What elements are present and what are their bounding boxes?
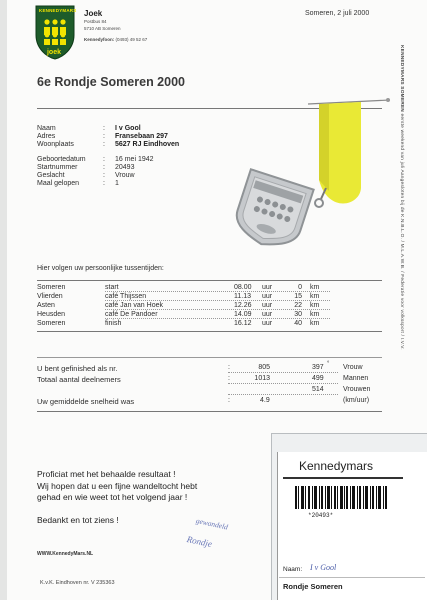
person-label: Geboortedatum — [37, 156, 86, 163]
org-name: Joek — [84, 9, 103, 18]
congrats-line: Proficiat met het behaalde resultaat ! — [37, 469, 176, 479]
split-time: 12.26 — [234, 302, 252, 309]
person-label: Adres — [37, 133, 56, 140]
finished-category-number: 397 — [312, 364, 324, 371]
result-separator — [228, 372, 338, 374]
congrats-line: Wij hopen dat u een fijne wandeltocht hebt — [37, 480, 198, 491]
side-text-rest: eerste weekend van juli Aangesloten bij de K.N.B.L.O. / M.L.A.W.B. / Federatie voor volkssport / I.V.V. — [399, 113, 404, 350]
split-place: Heusden — [37, 311, 66, 318]
phone-label: Kennedyfoon: — [84, 37, 115, 42]
split-time-unit: uur — [262, 284, 273, 291]
split-location: café De Pandoer — [105, 311, 158, 318]
colon: : — [103, 180, 105, 187]
colon: : — [103, 172, 105, 179]
results-divider-top — [37, 357, 382, 358]
total-participants: 1013 — [254, 375, 270, 382]
person-times-walked: 1 — [115, 180, 119, 187]
person-label: Naam — [37, 125, 56, 132]
phone-number: (0493) 49 52 67 — [115, 37, 148, 42]
men-count: 499 — [312, 375, 324, 382]
split-km-unit: km — [310, 284, 320, 291]
colon: : — [103, 125, 105, 132]
card-name-handwritten: I v Gool — [310, 563, 337, 572]
side-vertical-text — [399, 45, 404, 350]
person-name: I v Gool — [115, 125, 141, 132]
colon: : — [228, 397, 230, 404]
average-speed: 4.9 — [260, 397, 270, 404]
org-address-1: Postbus 84 — [84, 19, 107, 24]
medal-photo — [208, 96, 398, 256]
women-label: Vrouwen — [343, 386, 371, 393]
split-time: 08.00 — [234, 284, 252, 291]
card-brand: Kennedymars — [299, 459, 374, 473]
split-km-unit: km — [310, 302, 320, 309]
women-count: 514 — [312, 386, 324, 393]
total-label: Totaal aantal deelnemers — [37, 375, 121, 384]
person-label: Woonplaats — [37, 141, 74, 148]
colon: : — [103, 156, 105, 163]
person-label: Geslacht — [37, 172, 65, 179]
split-separator — [105, 300, 330, 302]
colon: : — [228, 364, 230, 371]
degree-mark: ° — [327, 361, 330, 367]
split-km-unit: km — [310, 293, 320, 300]
result-separator — [228, 394, 338, 396]
website-url: WWW.KennedyMars.NL — [37, 551, 94, 557]
person-label: Startnummer — [37, 164, 78, 171]
splits-intro: Hier volgen uw persoonlijke tussentijden: — [37, 265, 164, 272]
split-km: 40 — [294, 320, 302, 327]
place-date: Someren, 2 juli 2000 — [305, 10, 370, 17]
split-time-unit: uur — [262, 311, 273, 318]
splits-divider-top — [37, 280, 382, 281]
split-time-unit: uur — [262, 293, 273, 300]
split-km: 0 — [298, 284, 302, 291]
splits-divider-bottom — [37, 331, 382, 332]
split-time: 11.13 — [234, 293, 251, 300]
chamber-of-commerce: K.v.K. Eindhoven nr. V 235363 — [40, 580, 115, 586]
person-label: Maal gelopen — [37, 180, 80, 187]
card-event: Rondje Someren — [283, 582, 343, 591]
split-location: café Jan van Hoek — [105, 302, 163, 309]
split-place: Vlierden — [37, 293, 63, 300]
colon: : — [103, 133, 105, 140]
congratulations-text — [37, 469, 197, 504]
person-city: 5627 RJ Eindhoven — [115, 141, 180, 148]
results-divider-bottom — [37, 411, 382, 412]
split-location: start — [105, 284, 119, 291]
split-place: Someren — [37, 284, 66, 291]
split-time-unit: uur — [262, 320, 273, 327]
colon: : — [228, 375, 230, 382]
person-birthdate: 16 mei 1942 — [115, 156, 154, 163]
logo-bottom-text: joek — [46, 49, 61, 56]
colon: : — [103, 164, 105, 171]
split-km: 15 — [294, 293, 302, 300]
handwriting-line-2: Rondje — [185, 534, 213, 550]
result-separator — [228, 383, 338, 385]
split-location: café Thijssen — [105, 293, 147, 300]
scan-shadow — [0, 0, 7, 600]
split-km: 30 — [294, 311, 302, 318]
split-separator — [105, 318, 330, 320]
finished-label: U bent gefinished als nr. — [37, 364, 118, 373]
speed-label: Uw gemiddelde snelheid was — [37, 397, 135, 406]
page-title: 6e Rondje Someren 2000 — [37, 75, 185, 89]
split-km: 22 — [294, 302, 302, 309]
congrats-line: gehad en wie weet tot het volgend jaar ! — [37, 492, 188, 502]
person-address: Fransebaan 297 — [115, 133, 168, 140]
finished-category-label: Vrouw — [343, 364, 363, 371]
split-time-unit: uur — [262, 302, 273, 309]
card-divider — [283, 477, 403, 479]
split-place: Asten — [37, 302, 55, 309]
colon: : — [103, 141, 105, 148]
split-km-unit: km — [310, 311, 320, 318]
split-time: 14.09 — [234, 311, 252, 318]
finished-number: 805 — [258, 364, 270, 371]
speed-unit: (km/uur) — [343, 397, 370, 404]
org-phone — [84, 37, 147, 42]
side-text-bold: KENNEDYMARS SOMEREN — [399, 45, 404, 112]
split-time: 16.12 — [234, 320, 252, 327]
org-address-2: 5710 AB Someren — [84, 26, 121, 31]
split-separator — [105, 309, 330, 311]
barcode-number: *20493* — [308, 512, 334, 519]
card-name-label: Naam: — [283, 566, 303, 573]
men-label: Mannen — [343, 375, 369, 382]
logo-top-text: KENNEDYMARS — [39, 8, 77, 13]
person-start-number: 20493 — [115, 164, 135, 171]
split-place: Someren — [37, 320, 66, 327]
goodbye-text: Bedankt en tot ziens ! — [37, 515, 119, 525]
split-location: finish — [105, 320, 122, 327]
barcode-icon — [295, 486, 387, 509]
person-gender: Vrouw — [115, 172, 135, 179]
split-km-unit: km — [310, 320, 320, 327]
handwriting-line-1: gewandeld — [195, 516, 229, 532]
kennedymars-logo — [35, 5, 75, 65]
card-line — [279, 577, 425, 578]
split-separator — [105, 291, 330, 293]
